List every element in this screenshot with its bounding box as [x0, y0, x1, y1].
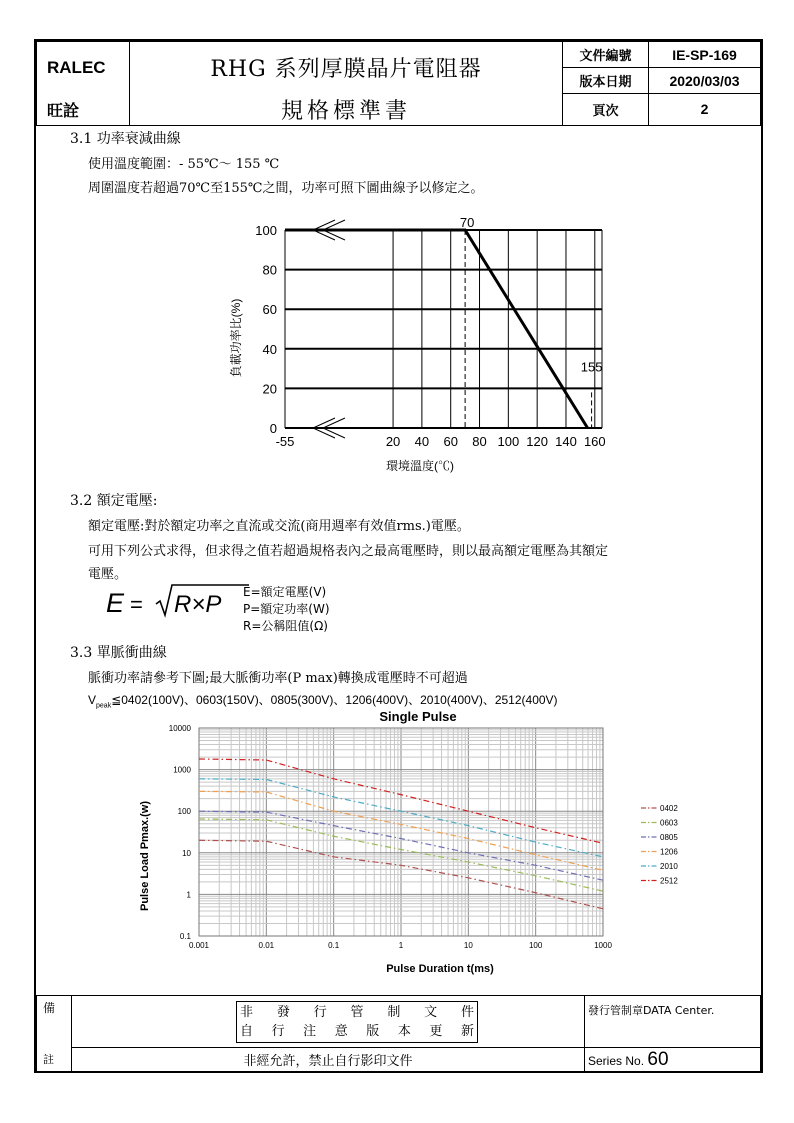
copy-restriction: 非經允許，禁止自行影印文件 — [72, 1048, 585, 1072]
notice-char: 更 — [429, 1023, 443, 1039]
formula-equals: = — [130, 592, 143, 617]
pulse-chart-title: Single Pulse — [379, 709, 457, 724]
legend-label-2512: 2512 — [660, 876, 678, 886]
section-3-1-heading: 3.1 功率衰減曲線 — [70, 131, 181, 147]
rated-voltage-formula-note-end: 電壓。 — [88, 567, 128, 582]
derating-x-tick: 80 — [472, 434, 487, 449]
document-title-line1: RHG 系列厚膜晶片電阻器 — [130, 42, 563, 94]
notice-char: 件 — [460, 1004, 474, 1020]
doc-number: IE-SP-169 — [649, 42, 761, 68]
derating-marks — [285, 220, 592, 438]
notice-char: 行 — [271, 1023, 285, 1039]
notice-row-2 — [240, 1022, 474, 1041]
notice-char: 版 — [366, 1023, 380, 1039]
derating-grid — [285, 230, 602, 428]
notice-char: 非 — [240, 1004, 254, 1020]
brand-chinese: 旺詮 — [37, 94, 130, 126]
notice-char: 注 — [303, 1023, 317, 1039]
notice-char: 新 — [460, 1023, 474, 1039]
derating-labels — [255, 215, 605, 449]
pulse-x-tick: 0.001 — [188, 941, 210, 950]
notice-char: 意 — [334, 1023, 348, 1039]
pulse-x-tick: 1000 — [594, 941, 612, 950]
remark-zhu: 註 — [37, 1048, 72, 1072]
notice-box — [236, 1001, 478, 1043]
pulse-legend — [641, 804, 678, 886]
control-stamp: 發行管制章DATA Center. — [585, 996, 761, 1048]
derating-y-axis-label: 負載功率比(%) — [229, 298, 243, 378]
rated-voltage-formula — [104, 580, 254, 622]
legend-label-0402: 0402 — [660, 804, 678, 813]
derating-x-tick: -55 — [275, 434, 295, 449]
pulse-x-axis-label: Pulse Duration t(ms) — [386, 963, 494, 975]
notice-char: 本 — [397, 1023, 411, 1039]
rated-voltage-formula-note: 可用下列公式求得，但求得之值若超過規格表內之最高電壓時，則以最高額定電壓為其額定 — [88, 544, 609, 559]
derating-y-tick: 20 — [262, 381, 277, 397]
pulse-y-tick: 0.1 — [179, 932, 191, 941]
derating-x-tick: 60 — [443, 434, 458, 449]
version-date-label: 版本日期 — [563, 68, 649, 94]
pulse-grid — [199, 728, 603, 936]
notice-char: 發 — [276, 1004, 290, 1020]
pulse-x-tick: 1 — [398, 941, 404, 950]
remark-bei: 備 — [37, 996, 72, 1048]
formula-radicand: R×P — [174, 591, 222, 618]
single-pulse-chart — [130, 706, 710, 978]
section-3-2-heading: 3.2 額定電壓: — [70, 493, 158, 509]
rated-voltage-definition: 額定電壓:對於額定功率之直流或交流(商用週率有效值rms.)電壓。 — [88, 519, 470, 534]
legend-label-1206: 1206 — [660, 847, 678, 857]
annotation-70: 70 — [459, 215, 475, 230]
derating-x-tick: 160 — [583, 434, 606, 449]
pulse-x-tick: 10 — [463, 941, 473, 950]
derating-y-tick: 80 — [262, 262, 277, 278]
pulse-y-tick: 1 — [186, 890, 191, 900]
page-label: 頁次 — [563, 94, 649, 126]
pulse-x-tick: 0.01 — [258, 941, 275, 950]
pulse-power-note: 脈衝功率請參考下圖;最大脈衝功率(P max)轉換成電壓時不可超過 — [88, 671, 468, 686]
definition-r: R=公稱阻值(Ω) — [243, 619, 328, 633]
series-number: Series No. 60 — [585, 1048, 761, 1072]
pulse-x-tick: 100 — [528, 941, 543, 950]
pulse-y-tick: 1000 — [173, 765, 191, 775]
derating-x-tick: 120 — [526, 434, 549, 449]
pulse-x-tick: 0.1 — [328, 941, 340, 950]
notice-char: 自 — [240, 1023, 254, 1039]
derating-y-tick: 40 — [262, 341, 277, 357]
derating-curve — [285, 230, 588, 428]
temperature-range-text: 使用溫度範圍：- 55℃～ 155 ℃ — [88, 157, 280, 172]
derating-y-tick: 0 — [269, 421, 277, 436]
derating-instruction-text: 周圍溫度若超過70℃至155℃之間，功率可照下圖曲線予以修定之。 — [88, 181, 484, 196]
derating-y-tick: 60 — [262, 302, 277, 318]
legend-label-0805: 0805 — [660, 833, 678, 842]
brand-english: RALEC — [37, 42, 130, 94]
document-title-line2: 規格標準書 — [130, 94, 563, 126]
derating-x-tick: 20 — [385, 434, 401, 449]
notice-row-1 — [240, 1003, 474, 1022]
section-3-3-heading: 3.3 單脈衝曲線 — [70, 645, 167, 661]
definition-e: E=額定電壓(V) — [243, 585, 327, 599]
definition-p: P=額定功率(W) — [243, 602, 330, 616]
document-footer — [36, 995, 761, 1072]
pulse-y-tick: 10000 — [168, 724, 191, 733]
pulse-y-axis-label: Pulse Load Pmax.(w) — [139, 800, 151, 912]
derating-y-tick: 100 — [255, 223, 277, 238]
page-number: 2 — [649, 94, 761, 126]
pulse-y-tick: 100 — [177, 807, 191, 817]
legend-label-0603: 0603 — [660, 818, 678, 828]
version-date: 2020/03/03 — [649, 68, 761, 94]
notice-char: 行 — [313, 1004, 327, 1020]
pulse-y-tick: 10 — [182, 848, 191, 858]
derating-x-tick: 140 — [555, 434, 577, 449]
derating-x-tick: 100 — [497, 434, 520, 449]
derating-x-axis-label: 環境溫度(℃) — [386, 459, 454, 473]
doc-number-label: 文件編號 — [563, 42, 649, 68]
notice-char: 制 — [387, 1004, 401, 1020]
notice-char: 管 — [350, 1004, 364, 1020]
derating-chart — [220, 208, 620, 478]
annotation-155: 155 — [580, 359, 603, 375]
legend-label-2010: 2010 — [660, 862, 678, 871]
formula-e: E — [106, 588, 125, 618]
peak-voltage-limits: $V_{peak}≦0402(100V)$、0603(150V)、0805(300V)、1206(400V)、2010(400V)、2512(400V) — [88, 693, 558, 710]
notice-cell — [72, 996, 585, 1048]
notice-char: 文 — [424, 1004, 438, 1020]
document-header — [36, 41, 761, 126]
derating-x-tick: 40 — [414, 434, 430, 449]
